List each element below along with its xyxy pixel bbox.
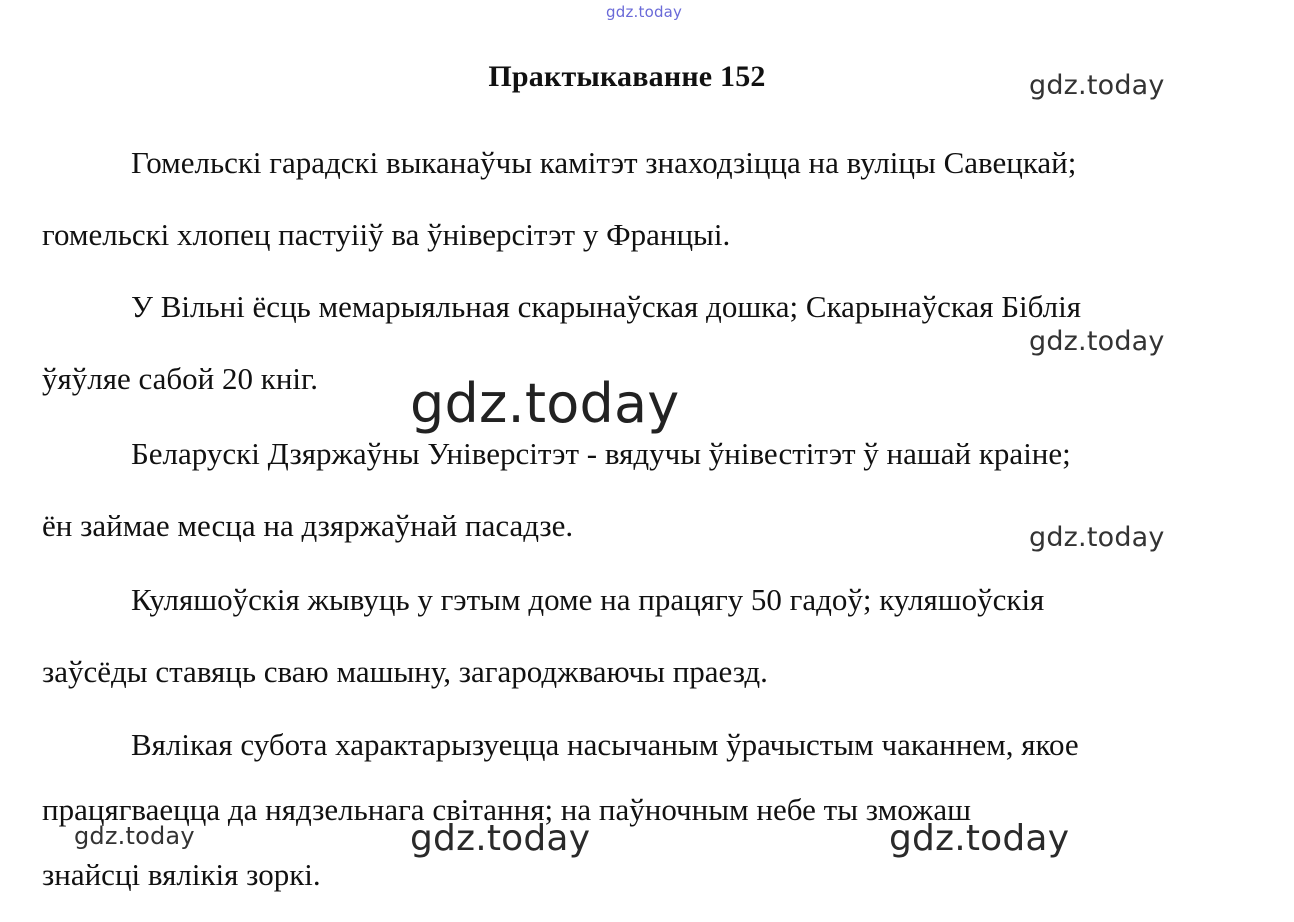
paragraph-1-line-2: гомельскі хлопец пастуііў ва ўніверсітэт у Францыі.: [42, 217, 731, 252]
watermark-right-1: gdz.today: [1029, 70, 1165, 101]
watermark-top: gdz.today: [606, 3, 683, 21]
paragraph-5-line-3: знайсці вялікія зоркі.: [42, 857, 321, 892]
watermark-bottom-left: gdz.today: [74, 822, 195, 850]
paragraph-5: [42, 709, 1217, 911]
paragraph-5-line-1: Вялікая субота характарызуецца насычаным ўрачыстым чаканнем, якое: [131, 727, 1079, 762]
watermark-big-center: gdz.today: [410, 372, 680, 435]
paragraph-3-line-1: Беларускі Дзяржаўны Універсітэт - вядучы ўнівестітэт ў нашай краіне;: [131, 436, 1071, 471]
paragraph-1: [42, 127, 1217, 271]
watermark-bottom-center: gdz.today: [410, 818, 591, 859]
watermark-right-2: gdz.today: [1029, 326, 1165, 357]
paragraph-4-line-1: Куляшоўскія жывуць у гэтым доме на працягу 50 гадоў; куляшоўскія: [131, 582, 1045, 617]
paragraph-2-line-2: ўяўляе сабой 20 кніг.: [42, 361, 318, 396]
watermark-right-3: gdz.today: [1029, 522, 1165, 553]
paragraph-2-line-1: У Вільні ёсць мемарыяльная скарынаўская дошка; Скарынаўская Біблія: [131, 289, 1081, 324]
exercise-title: Практыкаванне 152: [488, 60, 766, 93]
watermark-bottom-right: gdz.today: [889, 818, 1070, 859]
paragraph-4-line-2: заўсёды ставяць сваю машыну, загароджваючы праезд.: [42, 654, 768, 689]
paragraph-5-line-2: працягваецца да нядзельнага світання; на паўночным небе ты зможаш: [42, 792, 971, 827]
paragraph-4: [42, 564, 1217, 708]
paragraph-3-line-2: ён займае месца на дзяржаўнай пасадзе.: [42, 508, 574, 543]
paragraph-1-line-1: Гомельскі гарадскі выканаўчы камітэт знаходзіцца на вуліцы Савецкай;: [131, 145, 1077, 180]
